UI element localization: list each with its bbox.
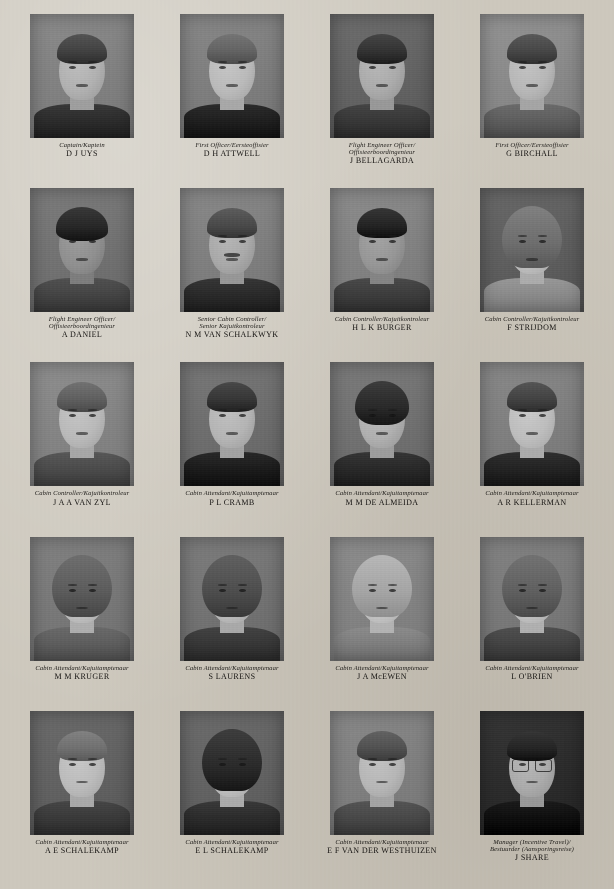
crew-caption bbox=[314, 490, 450, 507]
crew-role bbox=[164, 490, 300, 497]
crew-role-line: Captain/Kaptein bbox=[59, 142, 105, 149]
crew-entry bbox=[160, 362, 304, 532]
crew-role-line: Cabin Attendant/Kajuitamptenaar bbox=[35, 838, 129, 846]
photo-vignette bbox=[180, 362, 284, 486]
crew-caption bbox=[14, 665, 150, 682]
crew-caption bbox=[464, 839, 600, 863]
photo-vignette bbox=[180, 711, 284, 835]
crew-name: A E SCHALEKAMP bbox=[44, 845, 120, 855]
photo-vignette bbox=[330, 711, 434, 835]
crew-name: J A McEWEN bbox=[357, 671, 407, 681]
portrait-photo bbox=[480, 14, 584, 138]
crew-role bbox=[14, 490, 150, 497]
crew-entry bbox=[10, 14, 154, 184]
crew-entry bbox=[160, 711, 304, 881]
crew-entry bbox=[310, 14, 454, 184]
crew-caption bbox=[464, 665, 600, 682]
photo-vignette bbox=[330, 14, 434, 138]
crew-caption bbox=[464, 490, 600, 507]
crew-caption bbox=[164, 665, 300, 682]
photo-vignette bbox=[180, 14, 284, 138]
crew-caption bbox=[314, 665, 450, 682]
crew-caption bbox=[464, 142, 600, 159]
crew-role bbox=[164, 839, 300, 846]
photo-vignette bbox=[480, 14, 584, 138]
crew-role-line: Cabin Controller/Kajuitkontroleur bbox=[334, 316, 430, 324]
photo-vignette bbox=[330, 188, 434, 312]
crew-role bbox=[464, 839, 600, 853]
crew-entry bbox=[160, 537, 304, 707]
crew-name: J BELLAGARDA bbox=[349, 156, 415, 166]
photo-vignette bbox=[480, 188, 584, 312]
photo-vignette bbox=[480, 711, 584, 835]
crew-entry bbox=[310, 188, 454, 358]
portrait-photo bbox=[180, 188, 284, 312]
portrait-photo bbox=[180, 14, 284, 138]
crew-name: P L CRAMB bbox=[209, 497, 255, 507]
crew-name: M M DE ALMEIDA bbox=[345, 497, 419, 507]
crew-entry bbox=[460, 537, 604, 707]
portrait-photo bbox=[480, 711, 584, 835]
crew-role-line: Cabin Attendant/Kajuitamptenaar bbox=[485, 490, 579, 498]
crew-caption bbox=[14, 839, 150, 856]
crew-entry bbox=[460, 188, 604, 358]
crew-name: G BIRCHALL bbox=[506, 149, 558, 159]
crew-role-line: Bestuurder (Aansporingsreise) bbox=[490, 845, 574, 853]
crew-role bbox=[14, 142, 150, 149]
crew-role-line: Cabin Attendant/Kajuitamptenaar bbox=[185, 838, 279, 846]
crew-role-line: Offisieerboordingenieur bbox=[348, 149, 416, 157]
portrait-photo bbox=[30, 362, 134, 486]
crew-caption bbox=[464, 316, 600, 333]
photo-vignette bbox=[180, 188, 284, 312]
crew-role bbox=[164, 316, 300, 330]
crew-caption bbox=[14, 142, 150, 159]
crew-name: H L K BURGER bbox=[352, 323, 412, 333]
crew-name: A DANIEL bbox=[61, 330, 103, 340]
crew-role bbox=[314, 665, 450, 672]
portrait-photo bbox=[30, 188, 134, 312]
crew-role bbox=[14, 316, 150, 330]
crew-caption bbox=[14, 490, 150, 507]
photo-vignette bbox=[30, 362, 134, 486]
crew-role-line: Cabin Controller/Kajuitkontroleur bbox=[484, 316, 580, 324]
photo-vignette bbox=[480, 362, 584, 486]
crew-role bbox=[464, 316, 600, 323]
crew-name: A R KELLERMAN bbox=[497, 497, 567, 507]
crew-entry bbox=[10, 362, 154, 532]
crew-role-line: Cabin Attendant/Kajuitamptenaar bbox=[185, 664, 279, 672]
crew-name: E F VAN DER WESTHUIZEN bbox=[327, 845, 437, 855]
portrait-grid bbox=[10, 14, 604, 881]
crew-role bbox=[14, 665, 150, 672]
crew-entry bbox=[460, 14, 604, 184]
crew-entry bbox=[10, 188, 154, 358]
crew-entry bbox=[160, 188, 304, 358]
crew-caption bbox=[164, 839, 300, 856]
crew-role bbox=[464, 665, 600, 672]
crew-role bbox=[314, 142, 450, 156]
crew-entry bbox=[310, 537, 454, 707]
crew-caption bbox=[314, 316, 450, 333]
photo-vignette bbox=[180, 537, 284, 661]
crew-role-line: Flight Engineer Officer/ bbox=[348, 142, 416, 149]
crew-role bbox=[164, 142, 300, 149]
crew-role bbox=[314, 839, 450, 846]
crew-role-line: Cabin Attendant/Kajuitamptenaar bbox=[335, 664, 429, 672]
portrait-photo bbox=[480, 537, 584, 661]
photo-vignette bbox=[30, 188, 134, 312]
photo-vignette bbox=[330, 362, 434, 486]
portrait-photo bbox=[330, 188, 434, 312]
crew-name: S LAURENS bbox=[208, 671, 256, 681]
crew-name: J SHARE bbox=[514, 853, 550, 863]
portrait-photo bbox=[330, 362, 434, 486]
crew-role-line: Cabin Attendant/Kajuitamptenaar bbox=[35, 664, 129, 672]
crew-name: D J UYS bbox=[66, 149, 98, 159]
crew-role-line: First Officer/Eersteoffisier bbox=[495, 142, 569, 149]
crew-caption bbox=[14, 316, 150, 340]
photo-vignette bbox=[30, 711, 134, 835]
crew-role bbox=[314, 490, 450, 497]
crew-caption bbox=[314, 839, 450, 856]
crew-entry bbox=[10, 537, 154, 707]
crew-caption bbox=[164, 142, 300, 159]
portrait-photo bbox=[30, 14, 134, 138]
crew-name: M M KRUGER bbox=[54, 671, 110, 681]
photo-vignette bbox=[30, 537, 134, 661]
crew-role bbox=[314, 316, 450, 323]
portrait-photo bbox=[30, 711, 134, 835]
crew-caption bbox=[314, 142, 450, 166]
photo-vignette bbox=[30, 14, 134, 138]
portrait-photo bbox=[330, 711, 434, 835]
crew-entry bbox=[460, 362, 604, 532]
portrait-photo bbox=[330, 14, 434, 138]
crew-role bbox=[464, 142, 600, 149]
photo-vignette bbox=[480, 537, 584, 661]
crew-name: L O'BRIEN bbox=[511, 671, 553, 681]
crew-role bbox=[14, 839, 150, 846]
crew-role bbox=[164, 665, 300, 672]
crew-role-line: Offisieerboordingenieur bbox=[48, 323, 116, 331]
crew-caption bbox=[164, 490, 300, 507]
crew-role-line: First Officer/Eersteoffisier bbox=[195, 142, 269, 149]
crew-caption bbox=[164, 316, 300, 340]
crew-role-line: Flight Engineer Officer/ bbox=[48, 316, 116, 324]
crew-name: N M VAN SCHALKWYK bbox=[185, 330, 279, 340]
crew-role-line: Senior Cabin Controller/ bbox=[197, 316, 267, 324]
crew-name: J A A VAN ZYL bbox=[53, 497, 111, 507]
crew-role-line: Manager (Incentive Travel)/ bbox=[493, 838, 571, 846]
crew-name: F STRIJDOM bbox=[507, 323, 557, 333]
crew-role-line: Senior Kajuitkontroleur bbox=[199, 323, 265, 331]
crew-role-line: Cabin Attendant/Kajuitamptenaar bbox=[335, 838, 429, 846]
crew-name: E L SCHALEKAMP bbox=[195, 845, 269, 855]
crew-entry bbox=[310, 362, 454, 532]
crew-role bbox=[464, 490, 600, 497]
crew-name: D H ATTWELL bbox=[203, 149, 261, 159]
crew-role-line: Cabin Attendant/Kajuitamptenaar bbox=[335, 490, 429, 498]
portrait-photo bbox=[180, 537, 284, 661]
crew-entry bbox=[310, 711, 454, 881]
photo-vignette bbox=[330, 537, 434, 661]
crew-entry bbox=[460, 711, 604, 881]
portrait-photo bbox=[330, 537, 434, 661]
crew-entry bbox=[10, 711, 154, 881]
crew-entry bbox=[160, 14, 304, 184]
portrait-photo bbox=[30, 537, 134, 661]
crew-role-line: Cabin Attendant/Kajuitamptenaar bbox=[185, 490, 279, 498]
portrait-photo bbox=[480, 188, 584, 312]
portrait-photo bbox=[180, 711, 284, 835]
crew-role-line: Cabin Attendant/Kajuitamptenaar bbox=[485, 664, 579, 672]
portrait-photo bbox=[180, 362, 284, 486]
crew-role-line: Cabin Controller/Kajuitkontroleur bbox=[34, 490, 130, 498]
portrait-photo bbox=[480, 362, 584, 486]
